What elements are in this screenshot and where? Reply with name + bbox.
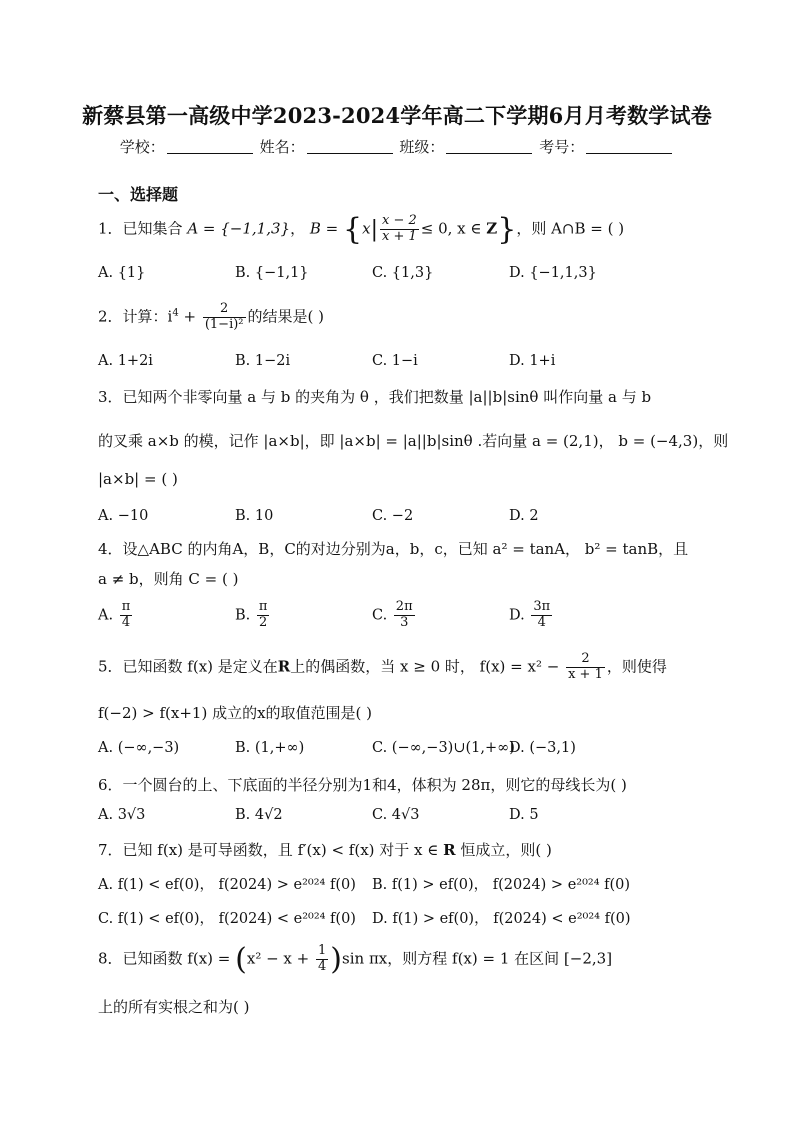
q2-exp: 4 <box>172 307 179 319</box>
q2-tail: 的结果是( ) <box>247 307 324 326</box>
q1-text: 1．已知集合 <box>98 219 188 238</box>
school-blank[interactable] <box>167 139 253 154</box>
q4-a-num: π <box>121 599 131 614</box>
q4-c-fraction <box>394 600 415 631</box>
question-3-line-2: 的叉乘 a×b 的模，记作 |a×b|，即 |a×b| = |a||b|sinθ .若向量 a = (2,1)， b = (−4,3)，则 <box>98 432 729 450</box>
q2-option-a[interactable]: A. 1+2i <box>98 353 153 369</box>
q4-d-den: 4 <box>537 614 546 630</box>
q8-paren-open: ( <box>235 942 247 977</box>
question-4-line-1: 4．设△ABC 的内角A，B，C的对边分别为a，b，c，已知 a² = tanA， b² = tanB，且 <box>98 540 689 558</box>
q4-option-a[interactable] <box>98 600 134 631</box>
q4-b-num: π <box>258 599 268 614</box>
q4-option-d[interactable] <box>509 600 554 631</box>
q2-frac-num: 2 <box>203 302 246 318</box>
number-blank[interactable] <box>586 139 672 154</box>
q4-d-num: 3π <box>533 599 551 614</box>
q2-option-d[interactable]: D. 1+i <box>509 353 556 369</box>
q5-text-a: 5．已知函数 f(x) 是定义在 <box>98 657 278 676</box>
q4-b-den: 2 <box>259 614 268 630</box>
q5-frac-num: 2 <box>566 652 605 668</box>
question-4-line-2: a ≠ b，则角 C = ( ) <box>98 570 239 588</box>
class-blank[interactable] <box>446 139 532 154</box>
student-info-line <box>0 136 794 157</box>
q7-option-d[interactable]: D. f(1) > ef(0)， f(2024) < e²⁰²⁴ f(0) <box>372 911 631 927</box>
q1-set-b-prefix: B = <box>309 219 344 238</box>
q8-frac-den: 4 <box>318 959 327 974</box>
q8-prefix: 8．已知函数 f(x) = <box>98 949 236 968</box>
question-5-line-2: f(−2) > f(x+1) 成立的x的取值范围是( ) <box>98 704 372 722</box>
class-label: 班级： <box>399 138 445 156</box>
q5-option-c[interactable]: C. (−∞,−3)∪(1,+∞) <box>372 740 515 756</box>
name-label: 姓名： <box>259 138 305 156</box>
q5-text-b: 上的偶函数，当 x ≥ 0 时， f(x) = x² − <box>290 657 565 676</box>
q4-b-label: B. <box>235 607 255 624</box>
q2-fraction <box>203 302 246 333</box>
q3-option-a[interactable]: A. −10 <box>98 508 149 524</box>
q4-c-label: C. <box>372 607 392 624</box>
q7-option-b[interactable]: B. f(1) > ef(0)， f(2024) > e²⁰²⁴ f(0) <box>372 877 631 893</box>
q1-tail: ，则 A∩B = ( ) <box>516 219 625 238</box>
question-7 <box>98 839 552 860</box>
q8-frac-num: 1 <box>318 943 327 959</box>
name-blank[interactable] <box>307 139 393 154</box>
q3-option-d[interactable]: D. 2 <box>509 508 539 524</box>
exam-title: 新蔡县第一高级中学2023-2024学年高二下学期6月月考数学试卷 <box>82 103 712 128</box>
question-3-line-3: |a×b| = ( ) <box>98 470 178 488</box>
number-label: 考号： <box>539 138 585 156</box>
question-6: 6．一个圆台的上、下底面的半径分别为1和4，体积为 28π，则它的母线长为( ) <box>98 776 627 794</box>
q7-text-b: 恒成立，则( ) <box>455 841 552 859</box>
q6-option-b[interactable]: B. 4√2 <box>235 807 283 823</box>
school-label: 学校： <box>119 138 165 156</box>
q4-option-b[interactable] <box>235 600 271 631</box>
q1-option-b[interactable]: B. {−1,1} <box>235 265 309 281</box>
q1-option-c[interactable]: C. {1,3} <box>372 265 434 281</box>
q5-option-a[interactable]: A. (−∞,−3) <box>98 740 180 756</box>
q5-frac-den: x + 1 <box>568 666 603 682</box>
q1-z: Z <box>486 219 498 238</box>
question-8-line-2: 上的所有实根之和为( ) <box>98 998 250 1016</box>
section-choice-heading: 一、选择题 <box>98 185 179 204</box>
q5-option-b[interactable]: B. (1,+∞) <box>235 740 305 756</box>
q1-fraction <box>380 214 419 245</box>
question-3-line-1: 3．已知两个非零向量 a 与 b 的夹角为 θ ，我们把数量 |a||b|sinθ 叫作向量 a 与 b <box>98 388 652 406</box>
q4-a-den: 4 <box>121 614 131 630</box>
q1-frac-den: x + 1 <box>382 229 417 244</box>
q8-mid: sin πx，则方程 f(x) = 1 在区间 [−2,3] <box>342 949 613 968</box>
q1-brace-open: { <box>343 212 363 247</box>
q6-option-c[interactable]: C. 4√3 <box>372 807 420 823</box>
q3-option-c[interactable]: C. −2 <box>372 508 414 524</box>
q8-fraction <box>316 944 328 975</box>
q4-a-label: A. <box>98 607 118 624</box>
q1-option-d[interactable]: D. {−1,1,3} <box>509 265 597 281</box>
q1-set-a: A = {−1,1,3} <box>187 219 291 238</box>
q5-r: R <box>277 657 291 676</box>
question-5-line-1 <box>98 652 667 683</box>
q2-option-b[interactable]: B. 1−2i <box>235 353 291 369</box>
q6-option-d[interactable]: D. 5 <box>509 807 539 823</box>
q2-prefix: 2．计算：i <box>98 307 173 326</box>
q1-x: x <box>362 219 371 238</box>
q1-brace-close: } <box>497 212 517 247</box>
q4-c-den: 3 <box>400 614 409 630</box>
q4-b-fraction <box>257 600 270 631</box>
q7-option-a[interactable]: A. f(1) < ef(0)， f(2024) > e²⁰²⁴ f(0) <box>98 877 356 893</box>
q2-plus: + <box>178 307 201 326</box>
q2-option-c[interactable]: C. 1−i <box>372 353 418 369</box>
q1-frac-num: x − 2 <box>382 213 417 229</box>
q4-d-label: D. <box>509 607 530 624</box>
q1-sep: ， <box>290 219 306 238</box>
question-8-line-1 <box>98 942 612 977</box>
q4-d-fraction <box>531 600 552 631</box>
q8-inner: x² − x + <box>246 949 315 968</box>
q4-c-num: 2π <box>395 599 413 614</box>
q1-option-a[interactable]: A. {1} <box>98 265 146 281</box>
q4-option-c[interactable] <box>372 600 417 631</box>
q5-option-d[interactable]: D. (−3,1) <box>509 740 576 756</box>
question-2 <box>98 302 324 333</box>
q1-cond: ≤ 0, x ∈ <box>420 219 487 238</box>
q4-a-fraction <box>120 600 133 631</box>
q7-r: R <box>443 841 456 859</box>
q7-text-a: 7．已知 f(x) 是可导函数，且 f′(x) < f(x) 对于 x ∈ <box>98 841 444 859</box>
q1-bar: | <box>370 217 378 242</box>
question-1 <box>98 212 624 247</box>
q8-paren-close: ) <box>330 942 343 977</box>
q5-text-c: ，则使得 <box>606 657 667 676</box>
q5-fraction <box>566 652 605 683</box>
q7-option-c[interactable]: C. f(1) < ef(0)， f(2024) < e²⁰²⁴ f(0) <box>98 911 356 927</box>
q3-option-b[interactable]: B. 10 <box>235 508 274 524</box>
q2-frac-den: (1−i)² <box>204 316 244 332</box>
q6-option-a[interactable]: A. 3√3 <box>98 807 146 823</box>
